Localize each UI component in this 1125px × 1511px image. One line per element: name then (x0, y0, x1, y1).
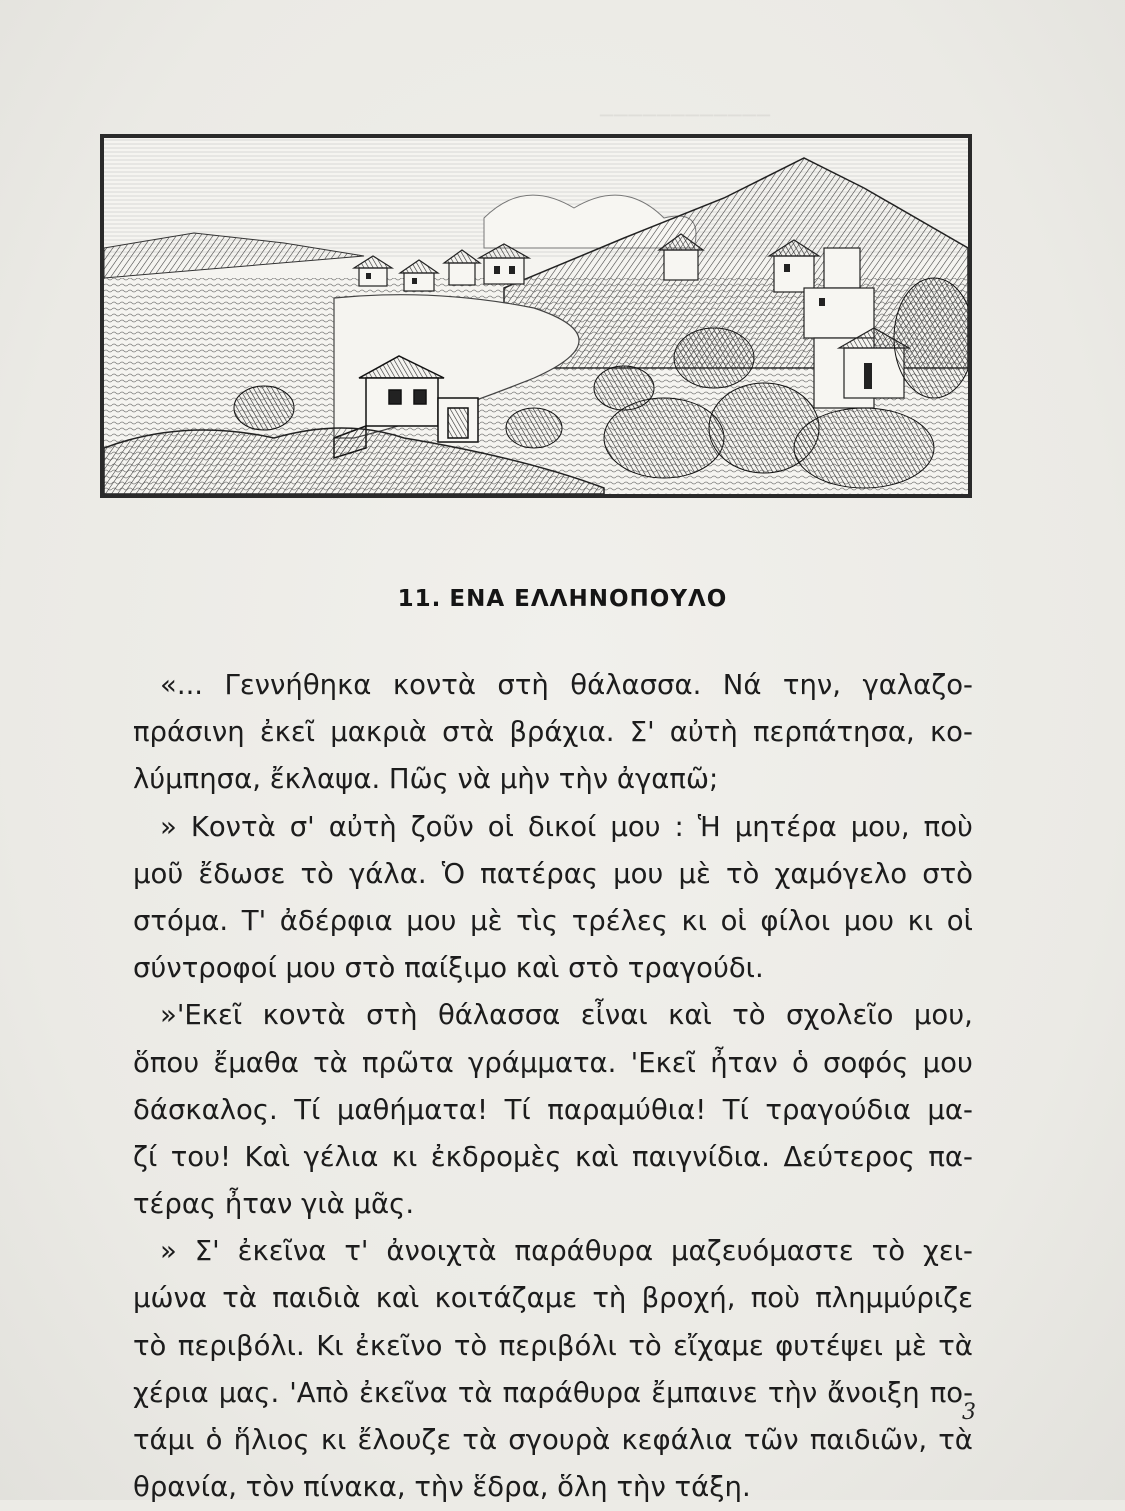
word: παιγνίδια. (632, 1140, 770, 1173)
word: γάλα. (349, 857, 427, 890)
text-line (133, 898, 973, 945)
word: Δεύτερος (783, 1140, 915, 1173)
word: τρέλες (571, 904, 668, 937)
word: ποὺ (923, 810, 973, 843)
word: οἱ (720, 904, 747, 937)
text-line-content (160, 662, 973, 709)
word: μαθήματα! (336, 1093, 489, 1126)
chapter-number: 11. (397, 586, 442, 612)
word: τὸ (628, 1329, 662, 1362)
word: μὲ (470, 904, 503, 937)
word: πρῶτα (362, 1046, 454, 1079)
word: εἴχαμε (673, 1329, 764, 1362)
word: κεφάλια (621, 1424, 733, 1456)
word: » (160, 1235, 177, 1268)
word: τὰ (938, 1329, 973, 1362)
engraving-art (104, 138, 968, 494)
word: κι (391, 1140, 418, 1173)
word: »'Εκεῖ (160, 999, 243, 1032)
word: στὴ (497, 669, 549, 701)
word: δικοί (527, 810, 597, 843)
text-line (133, 1134, 973, 1181)
word: δάσκαλος. (133, 1093, 278, 1126)
word: Ὁ (441, 857, 466, 890)
word: Τ' (241, 904, 267, 937)
text-line (133, 662, 973, 709)
text-line-content (133, 1323, 973, 1370)
word: Σ' (194, 1235, 220, 1268)
word: μου (843, 904, 895, 937)
word: ἔλουζε (357, 1424, 452, 1456)
text-line (133, 1275, 973, 1322)
text-line-content (133, 1370, 973, 1417)
word: ἥλιος (233, 1424, 310, 1456)
word: ποὺ (750, 1282, 800, 1315)
word: περπάτησα, (752, 716, 915, 749)
word: μας. (218, 1376, 280, 1409)
chapter-title (0, 586, 1125, 612)
word: Κοντὰ (190, 810, 276, 843)
word: κοιτάζαμε (434, 1282, 578, 1315)
text-line-content: τέρας ἦταν γιὰ μᾶς. (133, 1188, 415, 1221)
text-line-content (160, 992, 973, 1039)
text-line (133, 1464, 973, 1511)
word: ἐκεῖ (259, 716, 316, 749)
word: Καὶ (244, 1140, 290, 1173)
word: στὴ (366, 999, 418, 1032)
word: θάλασσα. (570, 669, 702, 701)
word: τὰ (222, 1282, 257, 1315)
text-line-content (133, 898, 973, 945)
word: πράσινη (133, 716, 245, 749)
text-line (133, 1323, 973, 1370)
text-line-content (160, 804, 973, 851)
word: πατέρας (480, 857, 598, 890)
word: φυτέψει (775, 1329, 883, 1362)
word: τὰ (313, 1046, 348, 1079)
word: ἦταν (710, 1046, 778, 1079)
word: παραμύθια! (547, 1093, 707, 1126)
text-line-content: θρανία, τὸν πίνακα, τὴν ἕδρα, ὅλη τὴν τάξη. (133, 1471, 751, 1504)
word: παράθυρα (502, 1376, 642, 1409)
word: ἔμπαινε (651, 1376, 758, 1409)
word: μου, (913, 999, 973, 1032)
text-line (133, 1040, 973, 1087)
word: αὐτὴ (328, 810, 397, 843)
word: γαλαζο- (862, 669, 973, 701)
word: ἀδέρφια (279, 904, 393, 937)
word: καὶ (375, 1282, 420, 1315)
word: τὸ (133, 1329, 167, 1362)
text-line-content: λύμπησα, ἔκλαψα. Πῶς νὰ μὴν τὴν ἀγαπῶ; (133, 763, 719, 796)
word: παράθυρα (514, 1235, 654, 1268)
text-line-content (133, 1134, 973, 1181)
word: » (160, 810, 177, 843)
word: οἱ (946, 904, 973, 937)
text-line-content: σύντροφοί μου στὸ παίξιμο καὶ στὸ τραγούδι. (133, 952, 764, 985)
word: μου (922, 1046, 973, 1079)
word: τὴν (767, 1376, 818, 1409)
text-line-content (133, 1040, 973, 1087)
word: στόμα. (133, 904, 229, 937)
word: κοντὰ (392, 669, 476, 701)
word: την, (782, 669, 842, 701)
text-line-content (133, 1275, 973, 1322)
word: τὸ (871, 1235, 906, 1268)
word: ζί (133, 1140, 158, 1173)
word: μα- (927, 1093, 973, 1126)
word: τὸ (732, 999, 766, 1032)
word: χέρια (133, 1376, 209, 1409)
word: αὐτὴ (669, 716, 738, 749)
word: θάλασσα (437, 999, 561, 1032)
page-number: 3 (962, 1400, 976, 1425)
word: τ' (344, 1235, 369, 1268)
word: τὰ (457, 1376, 493, 1409)
word: τὸ (453, 1329, 488, 1362)
text-line (133, 804, 973, 851)
text-line (133, 756, 973, 803)
word: κι (907, 904, 934, 937)
chapter-heading: ΕΝΑ ΕΛΛΗΝΟΠΟΥΛΟ (449, 586, 728, 612)
text-line-content (133, 709, 973, 756)
word: γράμματα. (468, 1046, 617, 1079)
word: : (674, 810, 684, 843)
word: 'Απὸ (289, 1376, 350, 1409)
word: περιβόλι (498, 1329, 617, 1362)
word: οἱ (487, 810, 514, 843)
word: σχολεῖο (786, 999, 894, 1032)
word: ὁ (791, 1046, 809, 1079)
word: τάμι (133, 1424, 195, 1456)
word: ὁ (205, 1424, 223, 1456)
text-line-content (133, 851, 973, 898)
word: κι (320, 1424, 347, 1456)
word: μώνα (133, 1282, 208, 1315)
word: στὰ (442, 716, 495, 749)
word: ἔδωσε (198, 857, 286, 890)
show-through-text: ──────────── (600, 104, 771, 129)
word: Τί (294, 1093, 321, 1126)
word: «... (160, 669, 204, 701)
word: χαμόγελο (774, 857, 908, 890)
word: μου (610, 810, 661, 843)
text-line (133, 1417, 973, 1464)
word: 'Εκεῖ (630, 1046, 696, 1079)
word: Σ' (629, 716, 655, 749)
word: κι (681, 904, 707, 937)
word: πα- (928, 1140, 973, 1173)
text-line (133, 992, 973, 1039)
word: τὸ (300, 857, 334, 890)
word: σγουρὰ (508, 1424, 611, 1456)
word: μαζευόμαστε (671, 1235, 854, 1268)
word: μου (613, 857, 664, 890)
word: τραγούδια (765, 1093, 911, 1126)
word: βράχια. (509, 716, 615, 749)
word: Τί (722, 1093, 749, 1126)
word: ζοῦν (410, 810, 474, 843)
word: τὴ (592, 1282, 627, 1315)
text-line-content (160, 1228, 973, 1275)
text-line (133, 709, 973, 756)
word: παιδιὰ (272, 1282, 361, 1315)
story-body (133, 662, 973, 1511)
word: Ἡ (697, 810, 721, 843)
word: ὅπου (133, 1046, 200, 1079)
word: ἀνοιχτὰ (386, 1235, 497, 1268)
word: σοφός (823, 1046, 909, 1079)
word: εἶναι (580, 999, 648, 1032)
word: πλημμύριζε (815, 1282, 973, 1315)
word: παιδιῶν, (809, 1424, 928, 1456)
text-line (133, 1087, 973, 1134)
word: μου, (850, 810, 910, 843)
word: πο- (929, 1376, 973, 1409)
word: τῶν (743, 1424, 799, 1456)
word: βροχή, (641, 1282, 736, 1315)
word: τὰ (462, 1424, 498, 1456)
text-line (133, 1228, 973, 1275)
word: ἄνοιξη (827, 1376, 920, 1409)
word: τὶς (516, 904, 559, 937)
text-line (133, 945, 973, 992)
text-line (133, 1181, 973, 1228)
word: μου (406, 904, 457, 937)
word: σ' (289, 810, 315, 843)
word: μὲ (894, 1329, 927, 1362)
word: Γεννήθηκα (224, 669, 372, 701)
word: γέλια (303, 1140, 379, 1173)
word: περιβόλι. (177, 1329, 305, 1362)
word: στὸ (922, 857, 973, 890)
word: μητέρα (734, 810, 837, 843)
word: χει- (922, 1235, 973, 1268)
word: ἐκεῖνο (354, 1329, 443, 1362)
word: φίλοι (760, 904, 831, 937)
word: τὸ (725, 857, 760, 890)
word: τὰ (938, 1424, 973, 1456)
word: μακριὰ (330, 716, 427, 749)
word: του! (170, 1140, 232, 1173)
word: ἐκεῖνα (237, 1235, 327, 1268)
word: μὲ (678, 857, 711, 890)
word: κοντὰ (262, 999, 346, 1032)
word: ἐκεῖνα (359, 1376, 448, 1409)
seaside-village-illustration (100, 134, 972, 498)
word: κο- (929, 716, 973, 749)
word: Κι (316, 1329, 344, 1362)
text-line-content (133, 1087, 973, 1134)
text-line-content (133, 1417, 973, 1464)
word: ἐκδρομὲς (430, 1140, 562, 1173)
word: μοῦ (133, 857, 184, 890)
text-line (133, 1370, 973, 1417)
text-line (133, 851, 973, 898)
word: Νά (722, 669, 762, 701)
word: καὶ (668, 999, 712, 1032)
word: ἔμαθα (213, 1046, 299, 1079)
word: Τί (504, 1093, 531, 1126)
word: καὶ (574, 1140, 619, 1173)
